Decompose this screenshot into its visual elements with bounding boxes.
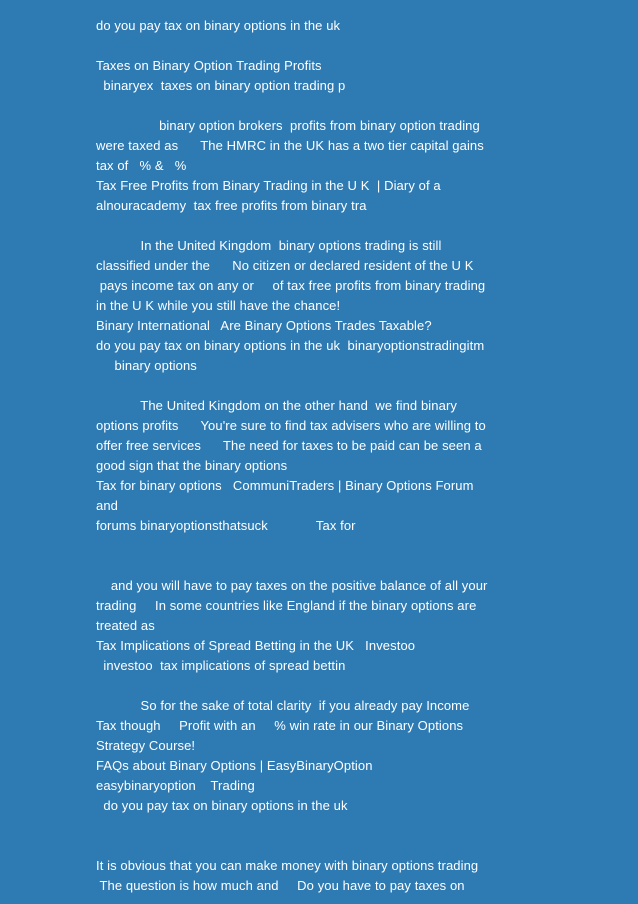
text-line: Strategy Course! (96, 738, 196, 753)
text-line: binary option brokers profits from binary option trading (96, 118, 480, 133)
text-line: were taxed as The HMRC in the UK has a two tier capital gains (96, 138, 484, 153)
text-line: do you pay tax on binary options in the uk (96, 798, 348, 813)
text-line: and you will have to pay taxes on the positive balance of all your (96, 578, 488, 593)
text-line: Binary International Are Binary Options Trades Taxable? (96, 318, 432, 333)
text-line: pays income tax on any or of tax free profits from binary trading (96, 278, 486, 293)
text-line: classified under the No citizen or declared resident of the U K (96, 258, 474, 273)
text-line: tax of % & % (96, 158, 187, 173)
text-line: Tax though Profit with an % win rate in our Binary Options (96, 718, 464, 733)
text-line: Tax Implications of Spread Betting in the UK Investoo (96, 638, 416, 653)
text-line: The United Kingdom on the other hand we find binary (96, 398, 457, 413)
text-line: binaryex taxes on binary option trading p (96, 78, 346, 93)
text-line: So for the sake of total clarity if you already pay Income (96, 698, 470, 713)
text-line: do you pay tax on binary options in the uk binaryoptionstradingitm (96, 338, 485, 353)
text-line: Taxes on Binary Option Trading Profits (96, 58, 322, 73)
text-line: good sign that the binary options (96, 458, 288, 473)
text-line: binary options (96, 358, 197, 373)
text-line: trading In some countries like England if the binary options are (96, 598, 477, 613)
text-line: and (96, 498, 118, 513)
text-line: easybinaryoption Trading (96, 778, 255, 793)
text-line: FAQs about Binary Options | EasyBinaryOption (96, 758, 373, 773)
text-line: treated as (96, 618, 155, 633)
text-line: The question is how much and Do you have to pay taxes on (96, 878, 465, 893)
text-line: do you pay tax on binary options in the uk (96, 18, 341, 33)
text-line: in the U K while you still have the chance! (96, 298, 341, 313)
text-line: offer free services The need for taxes to be paid can be seen a (96, 438, 482, 453)
text-line: It is obvious that you can make money with binary options trading (96, 858, 479, 873)
text-line: options profits You're sure to find tax advisers who are willing to (96, 418, 486, 433)
text-line: forums binaryoptionsthatsuck Tax for (96, 518, 356, 533)
text-line: investoo tax implications of spread bettin (96, 658, 346, 673)
text-line: Tax for binary options CommuniTraders | Binary Options Forum (96, 478, 474, 493)
text-line: Tax Free Profits from Binary Trading in the U K | Diary of a (96, 178, 441, 193)
text-line: alnouracademy tax free profits from binary tra (96, 198, 367, 213)
text-line: In the United Kingdom binary options trading is still (96, 238, 442, 253)
